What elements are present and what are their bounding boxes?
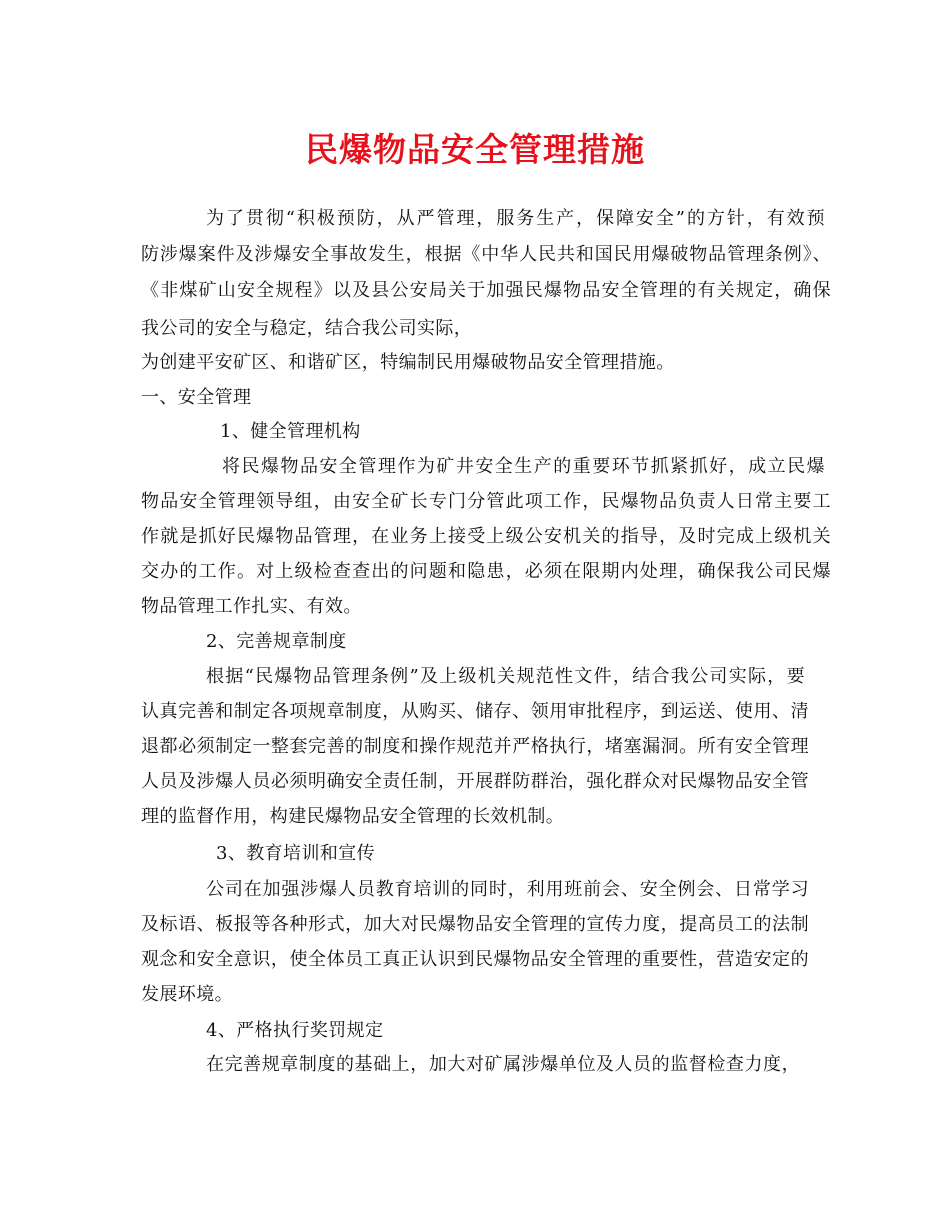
paragraph-line: 为创建平安矿区、和谐矿区，特编制民用爆破物品安全管理措施。 xyxy=(141,352,675,373)
paragraph-line: 发展环境。 xyxy=(141,984,233,1005)
paragraph-line: 物品安全管理领导组，由安全矿长专门分管此项工作，民爆物品负责人日常主要工 xyxy=(141,491,831,512)
paragraph-line: 理的监督作用，构建民爆物品安全管理的长效机制。 xyxy=(141,806,565,827)
subsection-heading: 2、完善规章制度 xyxy=(206,631,347,652)
paragraph-line: 交办的工作。对上级检查查出的问题和隐患，必须在限期内处理，确保我公司民爆 xyxy=(141,561,831,582)
paragraph-line: 防涉爆案件及涉爆安全事故发生，根据《中华人民共和国民用爆破物品管理条例》、 xyxy=(141,244,831,265)
paragraph-line: 认真完善和制定各项规章制度，从购买、储存、领用审批程序，到运送、使用、清 xyxy=(141,701,809,722)
paragraph-line: 根据“民爆物品管理条例”及上级机关规范性文件，结合我公司实际，要 xyxy=(206,666,805,687)
paragraph-line: 我公司的安全与稳定，结合我公司实际， xyxy=(141,318,473,339)
subsection-heading: 1、健全管理机构 xyxy=(220,421,361,442)
paragraph-line: 在完善规章制度的基础上，加大对矿属涉爆单位及人员的监督检查力度， xyxy=(206,1054,800,1075)
section-heading: 一、安全管理 xyxy=(141,387,252,408)
paragraph-line: 将民爆物品安全管理作为矿井安全生产的重要环节抓紧抓好，成立民爆 xyxy=(222,456,825,477)
paragraph-line: 观念和安全意识，使全体员工真正认识到民爆物品安全管理的重要性，营造安定的 xyxy=(141,949,809,970)
paragraph-line: 为了贯彻“积极预防，从严管理，服务生产，保障安全”的方针，有效预 xyxy=(206,208,825,229)
subsection-heading: 3、教育培训和宣传 xyxy=(216,843,376,864)
subsection-heading: 4、严格执行奖罚规定 xyxy=(206,1020,384,1041)
paragraph-line: 退都必须制定一整套完善的制度和操作规范并严格执行，堵塞漏洞。所有安全管理 xyxy=(141,736,809,757)
paragraph-line: 作就是抓好民爆物品管理，在业务上接受上级公安机关的指导，及时完成上级机关 xyxy=(141,526,831,547)
paragraph-line: 人员及涉爆人员必须明确安全责任制，开展群防群治，强化群众对民爆物品安全管 xyxy=(141,771,809,792)
paragraph-line: 及标语、板报等各种形式，加大对民爆物品安全管理的宣传力度，提高员工的法制 xyxy=(141,914,809,935)
paragraph-line: 《非煤矿山安全规程》以及县公安局关于加强民爆物品安全管理的有关规定，确保 xyxy=(141,280,831,301)
paragraph-line: 公司在加强涉爆人员教育培训的同时，利用班前会、安全例会、日常学习 xyxy=(206,879,809,900)
document-title: 民爆物品安全管理措施 xyxy=(305,130,645,169)
paragraph-line: 物品管理工作扎实、有效。 xyxy=(141,596,362,617)
